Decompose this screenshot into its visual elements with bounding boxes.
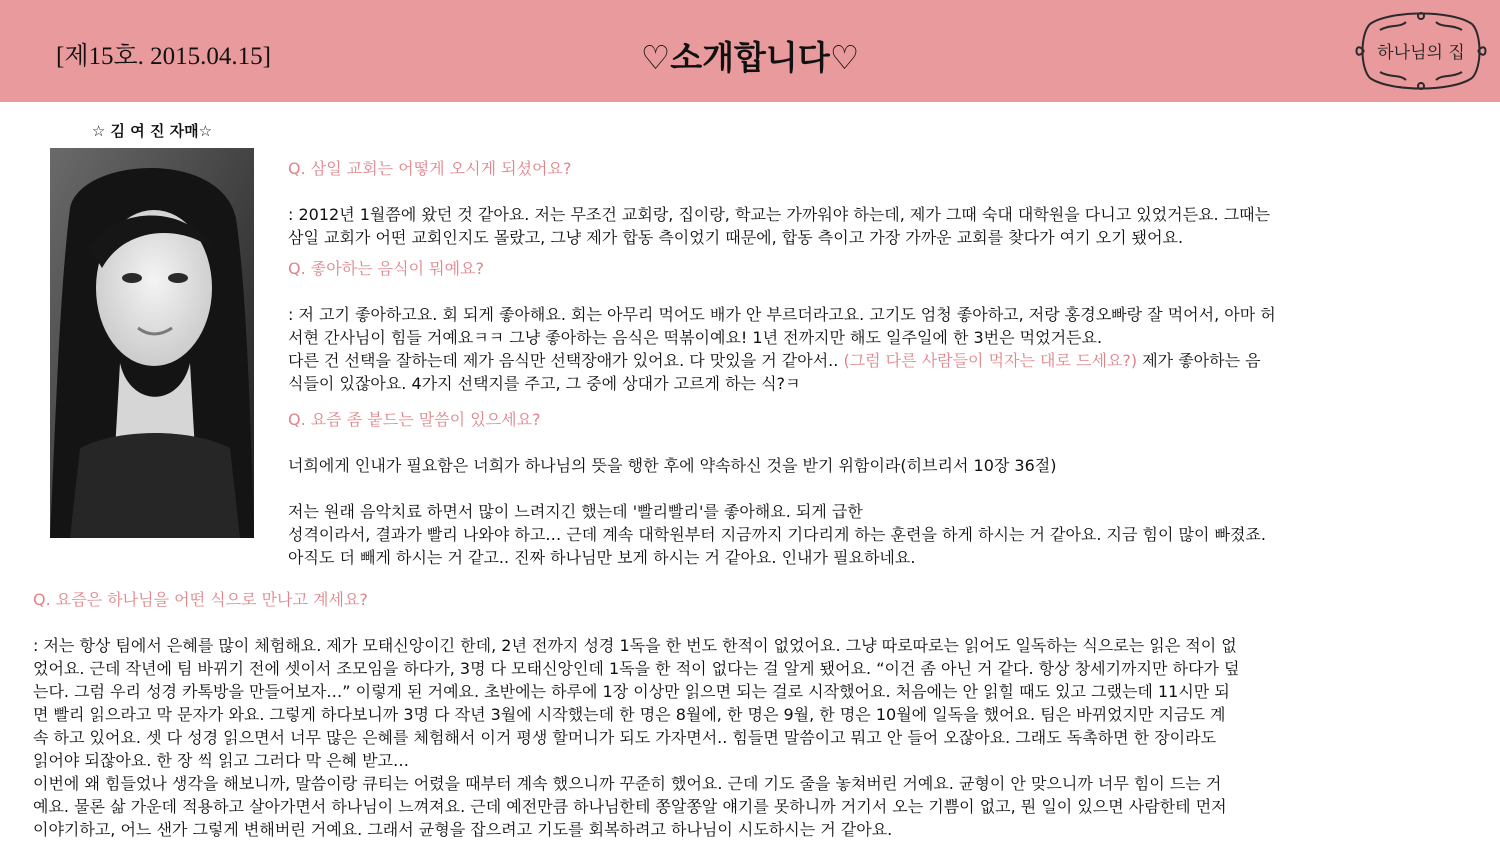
- page-title: ♡소개합니다♡: [640, 38, 860, 77]
- answer-2-part-a: : 저 고기 좋아하고요. 회 되게 좋아해요. 회는 아무리 먹어도 배가 안 부르더라고요. 고기도 엄청 좋아하고, 저랑 홍경오빠랑 잘 먹어서, 아마 허 서현 간사님이 힘들 거예요ㅋㅋ 그냥 좋아하는 음식은 떡볶이예요! 1년 전까지만 해도 일주일에 한 3번은 먹었거든요. 다른 건 선택을 잘하는데 제가 음식만 선택장애가 있어요. 다 맛있을 거 같아서..: [288, 305, 1276, 370]
- question-4: Q. 요즘은 하나님을 어떤 식으로 만나고 계세요?: [33, 590, 368, 609]
- answer-1: : 2012년 1월쯤에 왔던 것 같아요. 저는 무조건 교회랑, 집이랑, 학교는 가까워야 하는데, 제가 그때 숙대 대학원을 다니고 있었거든요. 그때는 삼일 교회가 어떤 교회인지도 몰랐고, 그냥 제가 합동 측이었기 때문에, 합동 측이고 가장 가까운 교회를 찾다가 여기 오기 됐어요.: [288, 205, 1271, 247]
- logo-text: 하나님의 집: [1377, 43, 1465, 63]
- qa-block-4: [33, 565, 1473, 864]
- question-1: Q. 삼일 교회는 어떻게 오시게 되셨어요?: [288, 159, 572, 178]
- answer-3: 너희에게 인내가 필요함은 너희가 하나님의 뜻을 행한 후에 약속하신 것을 받기 위함이라(히브리서 10장 36절) 저는 원래 음악치료 하면서 많이 느려지긴 했는데 '빨리빨리'를 좋아해요. 되게 급한 성격이라서, 결과가 빨리 나와야 하고… 근데 계속 대학원부터 지금까지 기다리게 하는 훈련을 하게 하시는 거 같아요. 지금 힘이 많이 빠졌죠. 아직도 더 빼게 하시는 거 같고.. 진짜 하나님만 보게 하시는 거 같아요. 인내가 필요하네요.: [288, 456, 1266, 567]
- question-3: Q. 요즘 좀 붙드는 말씀이 있으세요?: [288, 410, 541, 429]
- issue-number: [제15호. 2015.04.15]: [56, 43, 271, 70]
- logo: [1350, 4, 1492, 98]
- answer-2-highlight: (그럼 다른 사람들이 먹자는 대로 드세요?): [843, 351, 1138, 370]
- header-band: [0, 0, 1500, 102]
- answer-4: : 저는 항상 팀에서 은혜를 많이 체험해요. 제가 모태신앙이긴 한데, 2년 전까지 성경 1독을 한 번도 한적이 없었어요. 그냥 따로따로는 읽어도 일독하는 식으로는 읽은 적이 없 었어요. 근데 작년에 팀 바뀌기 전에 셋이서 조모임을 하다가, 3명 다 모태신앙인데 1독을 한 적이 없다는 걸 알게 됐어요. “이건 좀 아닌 거 같다. 항상 창세기까지만 하다가 덮 는다. 그럼 우리 성경 카톡방을 만들어보자…” 이렇게 된 거예요. 초반에는 하루에 1장 이상만 읽으면 되는 걸로 시작했어요. 처음에는 안 읽힐 때도 있고 그랬는데 11시만 되 면 빨리 읽으라고 막 문자가 와요. 그렇게 하다보니까 3명 다 작년 3월에 시작했는데 한 명은 8월에, 한 명은 9월, 한 명은 10월에 일독을 했어요. 팀은 바뀌었지만 지금도 계 속 하고 있어요. 셋 다 성경 읽으면서 너무 많은 은혜를 체험해서 이거 평생 할머니가 되도 가자면서.. 힘들면 말씀이고 뭐고 안 들어 오잖아요. 그래도 독촉하면 한 장이라도 읽어야 되잖아요. 한 장 씩 읽고 그러다 막 은혜 받고… 이번에 왜 힘들었나 생각을 해보니까, 말씀이랑 큐티는 어렸을 때부터 계속 했으니까 꾸준히 했어요. 근데 기도 줄을 놓쳐버린 거예요. 균형이 안 맞으니까 너무 힘이 드는 거 예요. 물론 삶 가운데 적용하고 살아가면서 하나님이 느껴져요. 근데 예전만큼 하나님한테 쫑알쫑알 얘기를 못하니까 거기서 오는 기쁨이 없고, 뭔 일이 있으면 사람한테 먼저 이야기하고, 어느 샌가 그렇게 변해버린 거예요. 그래서 균형을 잡으려고 기도를 회복하려고 하나님이 시도하시는 거 같아요.: [33, 636, 1240, 839]
- profile-photo: [50, 148, 254, 538]
- profile-caption: ☆ 김 여 진 자매☆: [91, 122, 213, 140]
- qa-block-3: [288, 385, 1473, 592]
- answer-2-part-b: 제가 좋아하는 음 식들이 있잖아요. 4가지 선택지를 주고, 그 중에 상대가 고르게 하는 식?ㅋ: [288, 351, 1261, 393]
- answer-2: [288, 303, 1473, 395]
- question-2: Q. 좋아하는 음식이 뭐예요?: [288, 259, 484, 278]
